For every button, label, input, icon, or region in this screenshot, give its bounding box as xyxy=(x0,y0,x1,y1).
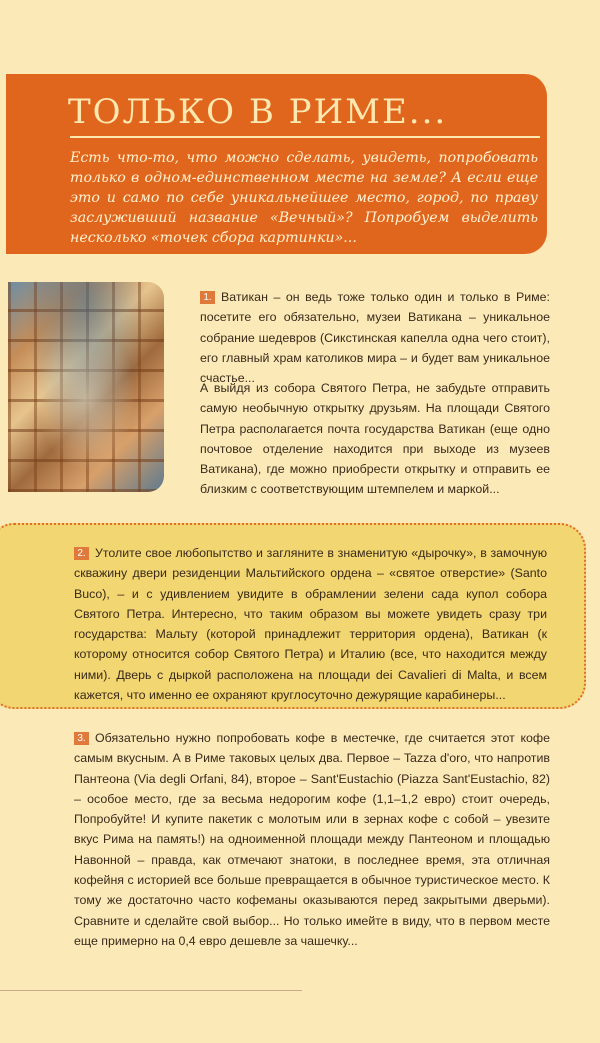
item-2-paragraph xyxy=(74,543,547,705)
item-2-number: 2. xyxy=(74,547,89,560)
footer-divider xyxy=(0,990,302,991)
item-3-paragraph xyxy=(74,728,550,951)
item-1-text: Ватикан – он ведь тоже только один и только в Риме: посетите его обязательно, музеи Ватикана – уникальное собрание шедевров (Сикстинская капелла одна чего стоит), его главный храм католиков мира – и будет вам уникальное счастье... xyxy=(200,290,550,386)
title-banner xyxy=(6,74,547,254)
sistine-chapel-photo xyxy=(8,282,164,492)
item-1-paragraph xyxy=(200,287,550,388)
title-divider xyxy=(70,136,540,138)
page-title: ТОЛЬКО В РИМЕ... xyxy=(68,92,448,132)
photo-vault-overlay xyxy=(8,282,164,492)
item-3-number: 3. xyxy=(74,732,89,745)
lead-paragraph: Есть что-то, что можно сделать, увидеть, попробовать только в одном-единственном месте на земле? А если еще это и само по себе уникальнейшее место, город, по праву заслуживший название «Вечный»? Попробуем выделить несколько «точек сбора картинки»... xyxy=(70,150,538,246)
item-3-text: Обязательно нужно попробовать кофе в местечке, где считается этот кофе самым вкусным. А в Риме таковых целых два. Первое – Tazza d'oro, что напротив Пантеона (Via degli Orfani, 84), второе – Sant'Eustachio (Piazza Sant'Eustachio, 82) – особое место, где за весьма недорогим кофе (1,1–1,2 евро) стоит очередь, Попробуйте! И купите пакетик с молотым или в зернах кофе с собой – увезите вкус Рима на память!) на одноименной площади между Пантеоном и площадью Навонной – правда, как отмечают знатоки, в последнее время, эта отличная кофейня с историей все больше превращается в обычное туристическое место. К тому же достаточно часто кофеманы оказываются перед закрытыми дверьми). Сравните и сделайте свой выбор... Но только имейте в виду, что в первом месте еще примерно на 0,4 евро дешевле за чашечку... xyxy=(74,731,550,948)
item-2-text: Утолите свое любопытство и загляните в знаменитую «дырочку», в замочную скважину двери резиденции Мальтийского ордена – «святое отверстие» (Santo Buco), – и с удивлением увидите в обрамлении зелени сада купол собора Святого Петра. Интересно, что таким образом вы можете увидеть сразу три государства: Мальту (которой принадлежит территория ордена), Ватикан (к которому относится собор Святого Петра) и Италию (все, что находится между ними). Дверь с дыркой расположена на площади dei Cavalieri di Malta, и всем кажется, что именно ее охраняют круглосуточно дежурящие карабинеры... xyxy=(74,546,547,703)
item-1-continued-paragraph: А выйдя из собора Святого Петра, не забудьте отправить самую необычную открытку друзьям. На площади Святого Петра располагается почта государства Ватикан (еще одно почтовое отделение находится при выходе из музеев Ватикана), где можно приобрести открытку и отправить ее близким с соответствующим штемпелем и маркой... xyxy=(200,381,550,497)
item-1-number: 1. xyxy=(200,291,215,304)
